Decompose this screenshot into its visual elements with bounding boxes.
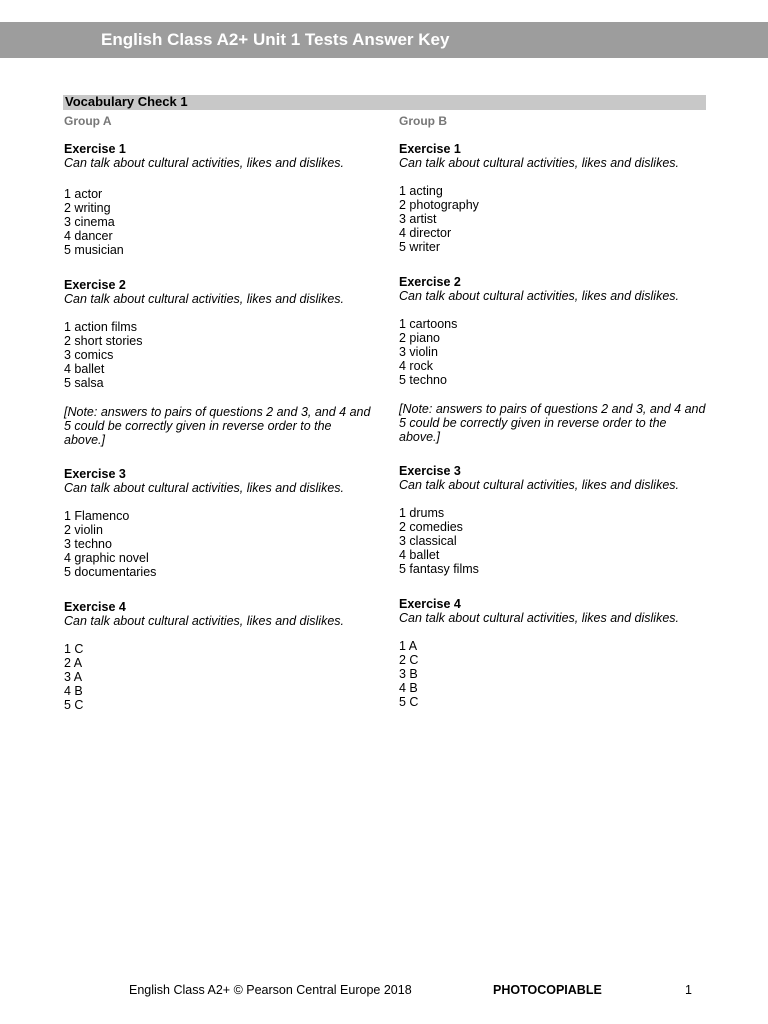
answer-item: 5 salsa	[64, 376, 104, 390]
answer-item: 1 C	[64, 642, 84, 656]
answer-item: 4 ballet	[64, 362, 105, 376]
answer-item: 1 drums	[399, 506, 445, 520]
exercise-3	[64, 467, 374, 579]
exercise-description: Can talk about cultural activities, likes and dislikes.	[64, 614, 344, 628]
group-label: Group A	[64, 114, 112, 128]
exercise-description: Can talk about cultural activities, likes and dislikes.	[64, 156, 344, 170]
footer-copyright: English Class A2+ © Pearson Central Europe 2018	[129, 983, 412, 997]
exercise-description: Can talk about cultural activities, likes and dislikes.	[399, 289, 679, 303]
exercise-2	[64, 278, 374, 447]
exercise-4	[399, 597, 709, 709]
answer-item: 3 cinema	[64, 215, 115, 229]
answer-list	[399, 506, 709, 576]
answer-item: 4 director	[399, 226, 452, 240]
answer-item: 2 short stories	[64, 334, 143, 348]
answer-item: 2 C	[399, 653, 419, 667]
exercise-title: Exercise 3	[399, 464, 461, 478]
answer-list	[399, 184, 709, 254]
exercise-description: Can talk about cultural activities, likes and dislikes.	[64, 481, 344, 495]
answer-item: 3 A	[64, 670, 83, 684]
answer-item: 1 Flamenco	[64, 509, 130, 523]
answer-item: 2 A	[64, 656, 83, 670]
group-label: Group B	[399, 114, 447, 128]
header-band	[0, 22, 768, 58]
answer-item: 3 comics	[64, 348, 114, 362]
exercise-description: Can talk about cultural activities, likes and dislikes.	[399, 156, 679, 170]
exercise-description: Can talk about cultural activities, likes and dislikes.	[399, 611, 679, 625]
exercise-4	[64, 600, 374, 712]
answer-item: 4 ballet	[399, 548, 440, 562]
exercise-title: Exercise 2	[399, 275, 461, 289]
answer-list	[399, 317, 709, 387]
answer-item: 2 violin	[64, 523, 103, 537]
answer-item: 2 photography	[399, 198, 479, 212]
exercise-1	[399, 142, 709, 254]
section-bar	[63, 95, 706, 110]
answer-item: 5 documentaries	[64, 565, 157, 579]
answer-item: 1 action films	[64, 320, 137, 334]
answer-list	[64, 642, 374, 712]
exercise-description: Can talk about cultural activities, likes and dislikes.	[64, 292, 344, 306]
answer-item: 5 writer	[399, 240, 440, 254]
answer-item: 1 acting	[399, 184, 443, 198]
answer-item: 1 cartoons	[399, 317, 458, 331]
answer-item: 4 B	[399, 681, 418, 695]
group-a-column	[64, 114, 374, 712]
answer-item: 2 piano	[399, 331, 441, 345]
exercise-description: Can talk about cultural activities, likes and dislikes.	[399, 478, 679, 492]
exercise-title: Exercise 4	[399, 597, 461, 611]
answer-item: 5 techno	[399, 373, 447, 387]
exercise-title: Exercise 3	[64, 467, 126, 481]
section-title: Vocabulary Check 1	[65, 94, 188, 109]
answer-item: 4 graphic novel	[64, 551, 149, 565]
exercise-title: Exercise 2	[64, 278, 126, 292]
answer-item: 5 musician	[64, 243, 124, 257]
exercise-title: Exercise 4	[64, 600, 126, 614]
exercise-title: Exercise 1	[399, 142, 461, 156]
answer-item: 3 artist	[399, 212, 437, 226]
exercise-note: [Note: answers to pairs of questions 2 and 3, and 4 and 5 could be correctly given in reverse order to the above.]	[399, 402, 706, 444]
answer-item: 1 A	[399, 639, 418, 653]
answer-item: 5 C	[64, 698, 84, 712]
answer-item: 2 comedies	[399, 520, 463, 534]
answer-list	[64, 187, 374, 257]
answer-item: 3 violin	[399, 345, 438, 359]
answer-item: 3 B	[399, 667, 418, 681]
answer-item: 4 rock	[399, 359, 434, 373]
page-title: English Class A2+ Unit 1 Tests Answer Key	[101, 30, 450, 49]
answer-list	[64, 320, 374, 390]
answer-item: 1 actor	[64, 187, 103, 201]
answer-item: 5 fantasy films	[399, 562, 479, 576]
answer-item: 5 C	[399, 695, 419, 709]
answer-item: 3 classical	[399, 534, 457, 548]
answer-item: 4 B	[64, 684, 83, 698]
answer-list	[64, 509, 374, 579]
exercise-3	[399, 464, 709, 576]
exercise-title: Exercise 1	[64, 142, 126, 156]
footer-photocopiable: PHOTOCOPIABLE	[493, 983, 602, 997]
answer-item: 3 techno	[64, 537, 112, 551]
group-b-column	[399, 114, 709, 709]
exercise-note: [Note: answers to pairs of questions 2 and 3, and 4 and 5 could be correctly given in reverse order to the above.]	[64, 405, 371, 447]
answer-list	[399, 639, 709, 709]
answer-item: 2 writing	[64, 201, 111, 215]
answer-item: 4 dancer	[64, 229, 113, 243]
page-number: 1	[685, 983, 692, 997]
exercise-2	[399, 275, 709, 444]
exercise-1	[64, 142, 374, 257]
